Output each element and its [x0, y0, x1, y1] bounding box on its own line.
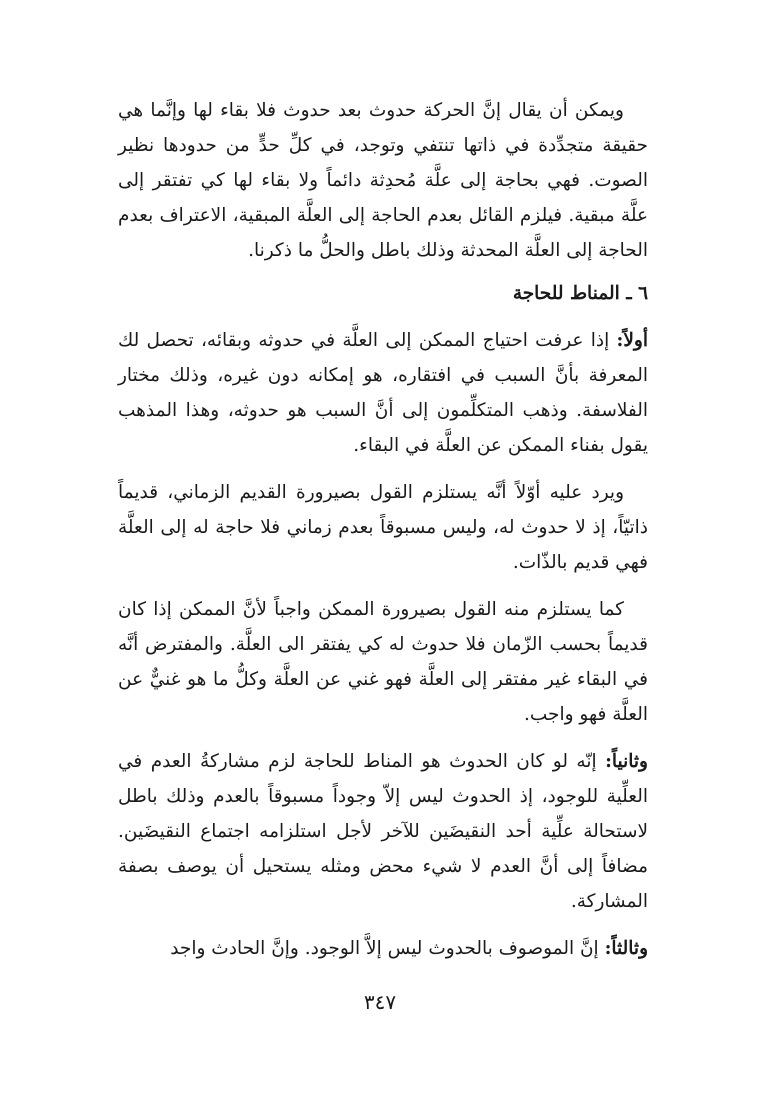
- paragraph-second-point: [118, 744, 648, 919]
- lead-third: وثالثاً:: [604, 938, 648, 959]
- paragraph-third-point: [118, 931, 648, 966]
- paragraph-first-point: [118, 323, 648, 463]
- paragraph-1-text: ويمكن أن يقال إنَّ الحركة حدوث بعد حدوث فلا بقاء لها وإنَّما هي حقيقة متجدِّدة في ذاتها تنتفي وتوجد، في كلِّ حدٍّ من حدودها نظير الصوت. فهي بحاجة إلى علَّة مُحدِثة دائماً ولا بقاء لها كي تفتقر إلى علَّة مبقية. فيلزم القائل بعدم الحاجة إلى العلَّة المبقية، الاعتراف بعدم الحاجة إلى العلَّة المحدثة وذلك باطل والحلُّ ما ذكرنا.: [118, 100, 648, 261]
- paragraph-objection-1: [118, 475, 648, 580]
- page-body: [118, 93, 648, 966]
- paragraph-third-point-text: إنَّ الموصوف بالحدوث ليس إلاَّ الوجود. وإنَّ الحادث واجد: [170, 938, 605, 959]
- paragraph-objection-2: [118, 592, 648, 732]
- lead-first: أولاً:: [616, 330, 648, 351]
- paragraph-objection-1-text: ويرد عليه أوّلاً أنَّه يستلزم القول بصيرورة القديم الزماني، قديماً ذاتيّاً، إذ لا حدوث له، وليس مسبوقاً بعدم زماني فلا حاجة له إلى العلَّة فهي قديم بالذّات.: [118, 482, 648, 573]
- section-heading: ٦ ـ المناط للحاجة: [512, 283, 648, 304]
- lead-second: وثانياً:: [605, 751, 648, 772]
- paragraph-1: [118, 93, 648, 268]
- page-number: ٣٤٧: [363, 990, 397, 1014]
- paragraph-first-point-text: إذا عرفت احتياج الممكن إلى العلَّة في حدوثه وبقائه، تحصل لك المعرفة بأنَّ السبب في افتقاره، هو إمكانه دون غيره، وذلك مختار الفلاسفة. وذهب المتكلِّمون إلى أنَّ السبب هو حدوثه، وهذا المذهب يقول بفناء الممكن عن العلَّة في البقاء.: [118, 330, 648, 456]
- paragraph-objection-2-text: كما يستلزم منه القول بصيرورة الممكن واجباً لأنَّ الممكن إذا كان قديماً بحسب الزّمان فلا حدوث له كي يفتقر الى العلَّة. والمفترض أنَّه في البقاء غير مفتقر إلى العلَّة فهو غني عن العلَّة وكلُّ ما هو غنيٌّ عن العلَّة فهو واجب.: [118, 599, 648, 725]
- paragraph-second-point-text: إنّه لو كان الحدوث هو المناط للحاجة لزم مشاركةُ العدم في العلِّية للوجود، إذ الحدوث ليس إلاّ وجوداً مسبوقاً بالعدم وذلك باطل لاستحالة علِّية أحد النقيضَين للآخر لأجل استلزامه اجتماع النقيضَين. مضافاً إلى أنَّ العدم لا شيء محض ومثله يستحيل أن يوصف بصفة المشاركة.: [118, 751, 648, 912]
